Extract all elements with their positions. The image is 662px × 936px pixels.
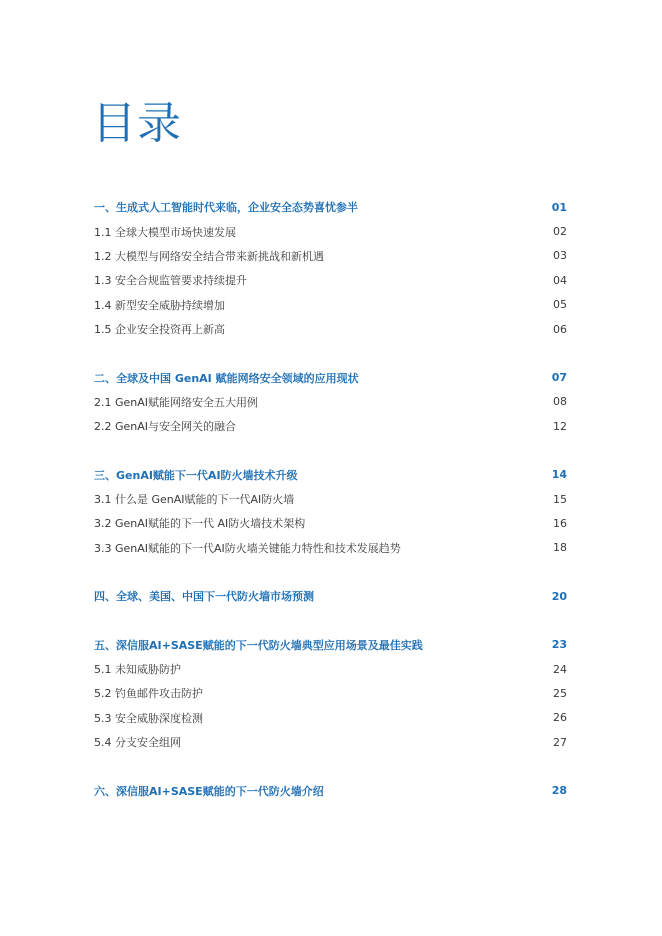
toc-heading[interactable]: [94, 632, 567, 656]
toc-heading-page-number: 01: [551, 200, 567, 214]
toc-entry-page-number: 02: [553, 225, 567, 239]
toc-heading-label: 三、GenAI赋能下一代AI防火墙技术升级: [94, 468, 298, 482]
toc-entry-page-number: 27: [553, 735, 567, 749]
toc-entry[interactable]: [94, 317, 567, 341]
toc-entry[interactable]: [94, 268, 567, 292]
toc-entry-label: 1.5 企业安全投资再上新高: [94, 323, 225, 337]
toc-entry-label: 5.1 未知威胁防护: [94, 663, 181, 677]
table-of-contents: [94, 195, 567, 827]
toc-entry-page-number: 08: [553, 395, 567, 409]
toc-heading-label: 一、生成式人工智能时代来临，企业安全态势喜忧参半: [94, 201, 358, 215]
toc-entry[interactable]: [94, 706, 567, 730]
toc-entry-page-number: 15: [553, 492, 567, 506]
toc-entry-label: 2.2 GenAI与安全网关的融合: [94, 420, 237, 434]
toc-entry-label: 1.2 大模型与网络安全结合带来新挑战和新机遇: [94, 249, 324, 263]
toc-entry-label: 1.4 新型安全威胁持续增加: [94, 298, 225, 312]
toc-heading-page-number: 20: [551, 589, 567, 603]
toc-entry-page-number: 24: [553, 662, 567, 676]
toc-entry[interactable]: [94, 730, 567, 754]
toc-entry[interactable]: [94, 487, 567, 511]
toc-entry[interactable]: [94, 511, 567, 535]
toc-section: [94, 632, 567, 754]
toc-entry-label: 3.3 GenAI赋能的下一代AI防火墙关键能力特性和技术发展趋势: [94, 541, 401, 555]
toc-entry[interactable]: [94, 293, 567, 317]
toc-entry[interactable]: [94, 390, 567, 414]
toc-entry-label: 1.1 全球大模型市场快速发展: [94, 225, 236, 239]
toc-entry-label: 5.4 分支安全组网: [94, 736, 181, 750]
toc-section: [94, 463, 567, 561]
toc-heading[interactable]: [94, 584, 567, 608]
toc-section: [94, 365, 567, 438]
toc-entry-label: 3.2 GenAI赋能的下一代 AI防火墙技术架构: [94, 517, 306, 531]
toc-entry-page-number: 12: [553, 419, 567, 433]
toc-entry-label: 3.1 什么是 GenAI赋能的下一代AI防火墙: [94, 493, 295, 507]
toc-entry[interactable]: [94, 536, 567, 560]
toc-entry-page-number: 05: [553, 298, 567, 312]
toc-entry[interactable]: [94, 681, 567, 705]
toc-heading-page-number: 07: [551, 371, 567, 385]
toc-heading-label: 四、全球、美国、中国下一代防火墙市场预测: [94, 590, 314, 604]
toc-entry[interactable]: [94, 244, 567, 268]
toc-entry-label: 5.2 钓鱼邮件攻击防护: [94, 687, 203, 701]
toc-heading-label: 二、全球及中国 GenAI 赋能网络安全领域的应用现状: [94, 371, 359, 385]
toc-heading-label: 六、深信服AI+SASE赋能的下一代防火墙介绍: [94, 784, 324, 798]
toc-entry-page-number: 25: [553, 686, 567, 700]
toc-entry[interactable]: [94, 657, 567, 681]
toc-heading[interactable]: [94, 365, 567, 389]
toc-heading[interactable]: [94, 778, 567, 802]
toc-entry-label: 1.3 安全合规监管要求持续提升: [94, 274, 247, 288]
toc-heading-page-number: 14: [551, 468, 567, 482]
toc-entry[interactable]: [94, 414, 567, 438]
toc-heading[interactable]: [94, 463, 567, 487]
toc-heading-label: 五、深信服AI+SASE赋能的下一代防火墙典型应用场景及最佳实践: [94, 638, 423, 652]
toc-section: [94, 195, 567, 341]
toc-entry-page-number: 06: [553, 322, 567, 336]
toc-entry-page-number: 18: [553, 541, 567, 555]
toc-entry[interactable]: [94, 219, 567, 243]
toc-section: [94, 778, 567, 802]
toc-heading-page-number: 28: [551, 784, 567, 798]
page-title: 目录: [92, 98, 182, 149]
toc-entry-label: 5.3 安全威胁深度检测: [94, 711, 203, 725]
toc-section: [94, 584, 567, 608]
toc-entry-page-number: 03: [553, 249, 567, 263]
toc-entry-page-number: 16: [553, 516, 567, 530]
toc-entry-label: 2.1 GenAI赋能网络安全五大用例: [94, 395, 259, 409]
toc-heading[interactable]: [94, 195, 567, 219]
toc-entry-page-number: 04: [553, 273, 567, 287]
toc-heading-page-number: 23: [551, 638, 567, 652]
toc-entry-page-number: 26: [553, 711, 567, 725]
